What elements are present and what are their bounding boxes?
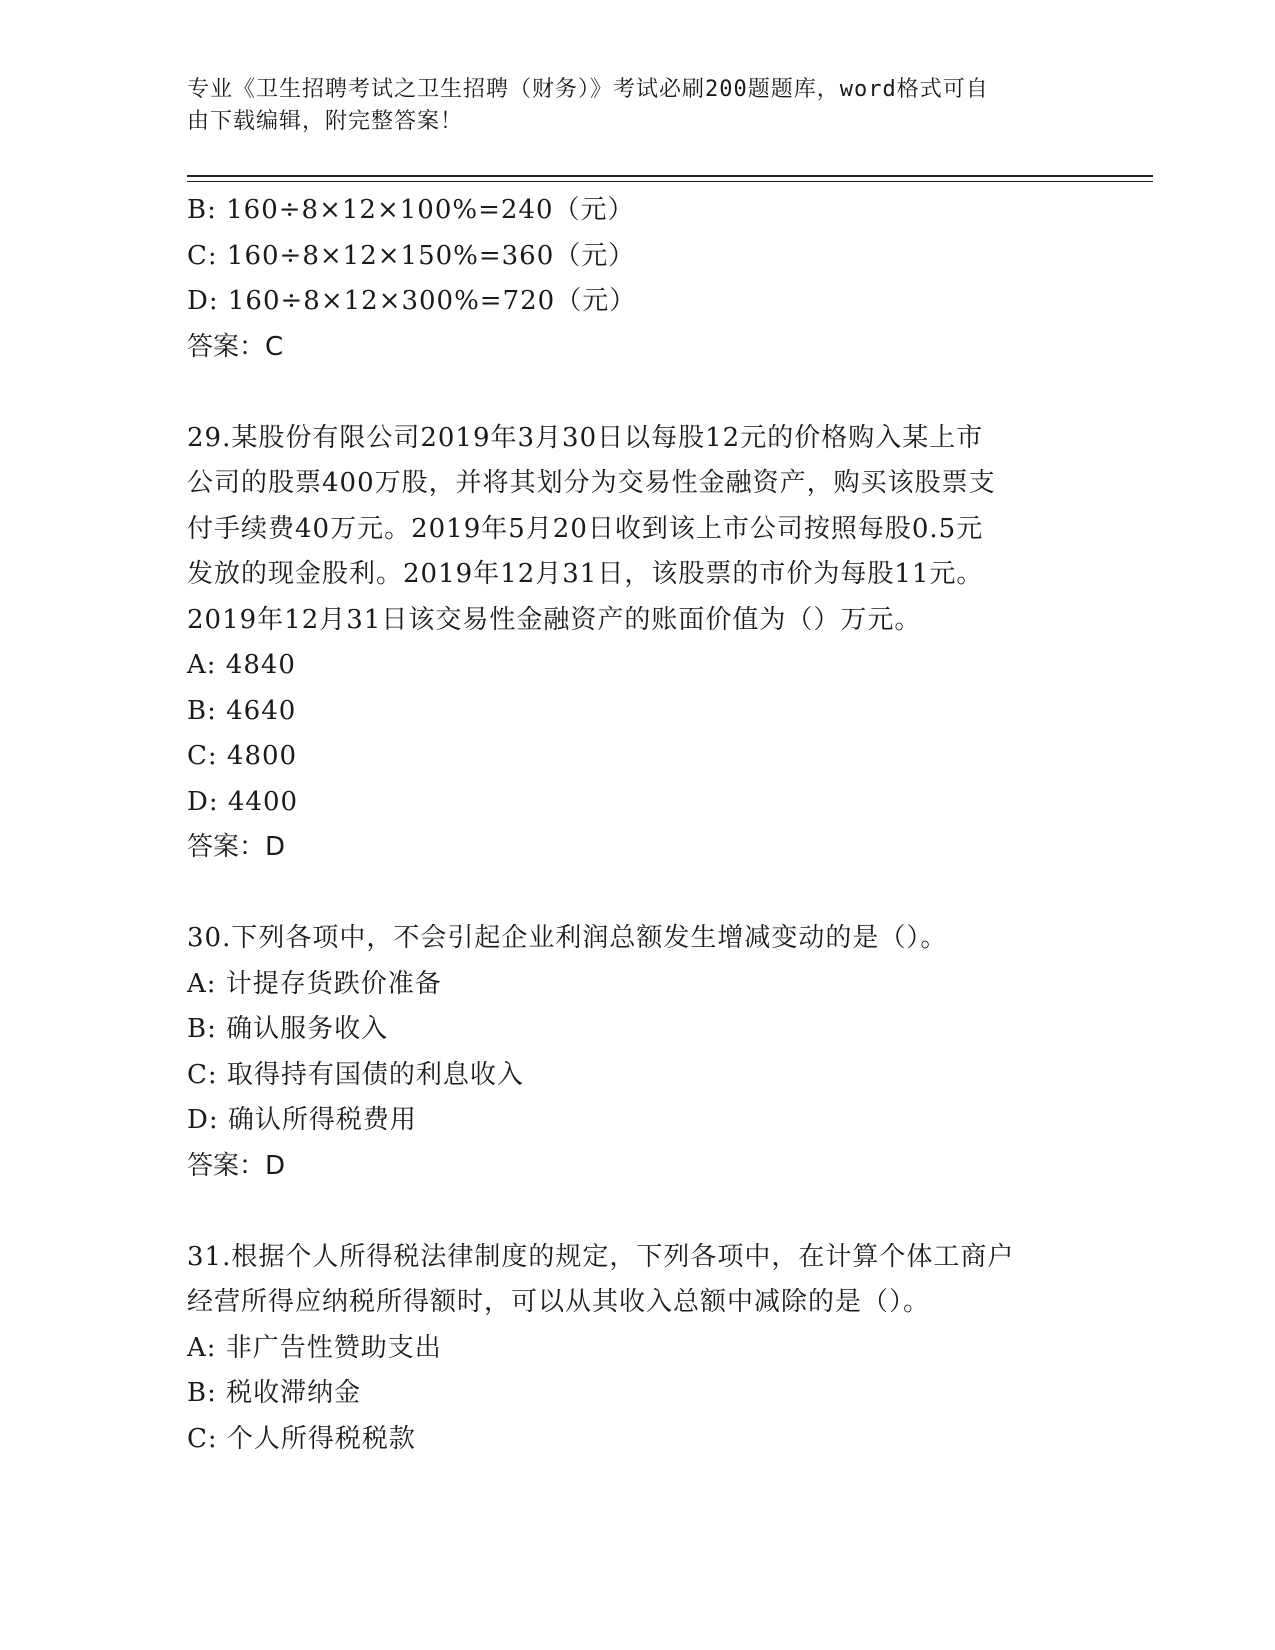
header-line-2: 由下载编辑，附完整答案！ <box>187 109 464 134</box>
question-text-line: 30.下列各项中，不会引起企业利润总额发生增减变动的是（）。 <box>187 923 948 953</box>
question-text-line: 2019年12月31日该交易性金融资产的账面价值为（）万元。 <box>187 604 922 635</box>
spacer <box>187 1189 1067 1235</box>
option-c: C: 个人所得税税款 <box>187 1423 416 1454</box>
option-b: B: 税收滞纳金 <box>187 1378 362 1408</box>
spacer <box>187 871 1067 917</box>
option-b: B: 160÷8×12×100%=240（元） <box>187 195 635 225</box>
question-text-line: 经营所得应纳税所得额时，可以从其收入总额中减除的是（）。 <box>187 1287 931 1317</box>
option-b: B: 确认服务收入 <box>187 1014 389 1044</box>
option-c: C: 160÷8×12×150%=360（元） <box>187 240 636 271</box>
question-prev <box>187 188 1067 370</box>
page-header <box>187 74 1067 138</box>
answer: 答案：D <box>187 1150 286 1181</box>
header-rule-thin <box>187 181 1153 182</box>
header-line-1: 专业《卫生招聘考试之卫生招聘（财务）》考试必刷200题题库，word格式可自 <box>187 77 989 102</box>
question-text-line: 付手续费40万元。2019年5月20日收到该上市公司按照每股0.5元 <box>187 513 984 544</box>
option-b: B: 4640 <box>187 695 297 726</box>
answer: 答案：C <box>187 331 284 362</box>
document-body <box>187 188 1067 1462</box>
option-d: D: 4400 <box>187 786 299 817</box>
option-d: D: 确认所得税费用 <box>187 1105 417 1135</box>
question-31 <box>187 1235 1067 1463</box>
question-text-line: 发放的现金股利。2019年12月31日，该股票的市价为每股11元。 <box>187 559 984 589</box>
option-d: D: 160÷8×12×300%=720（元） <box>187 286 637 316</box>
question-29 <box>187 416 1067 871</box>
option-a: A: 非广告性赞助支出 <box>187 1332 442 1363</box>
option-a: A: 计提存货跌价准备 <box>187 968 442 999</box>
spacer <box>187 370 1067 416</box>
question-30 <box>187 916 1067 1189</box>
option-c: C: 取得持有国债的利息收入 <box>187 1059 524 1090</box>
question-text-line: 29.某股份有限公司2019年3月30日以每股12元的价格购入某上市 <box>187 422 984 453</box>
question-text-line: 31.根据个人所得税法律制度的规定，下列各项中，在计算个体工商户 <box>187 1241 1015 1272</box>
option-c: C: 4800 <box>187 741 298 771</box>
option-a: A: 4840 <box>187 650 296 680</box>
question-text-line: 公司的股票400万股，并将其划分为交易性金融资产，购买该股票支 <box>187 468 996 498</box>
header-rule-thick <box>187 175 1153 177</box>
answer: 答案：D <box>187 832 286 862</box>
